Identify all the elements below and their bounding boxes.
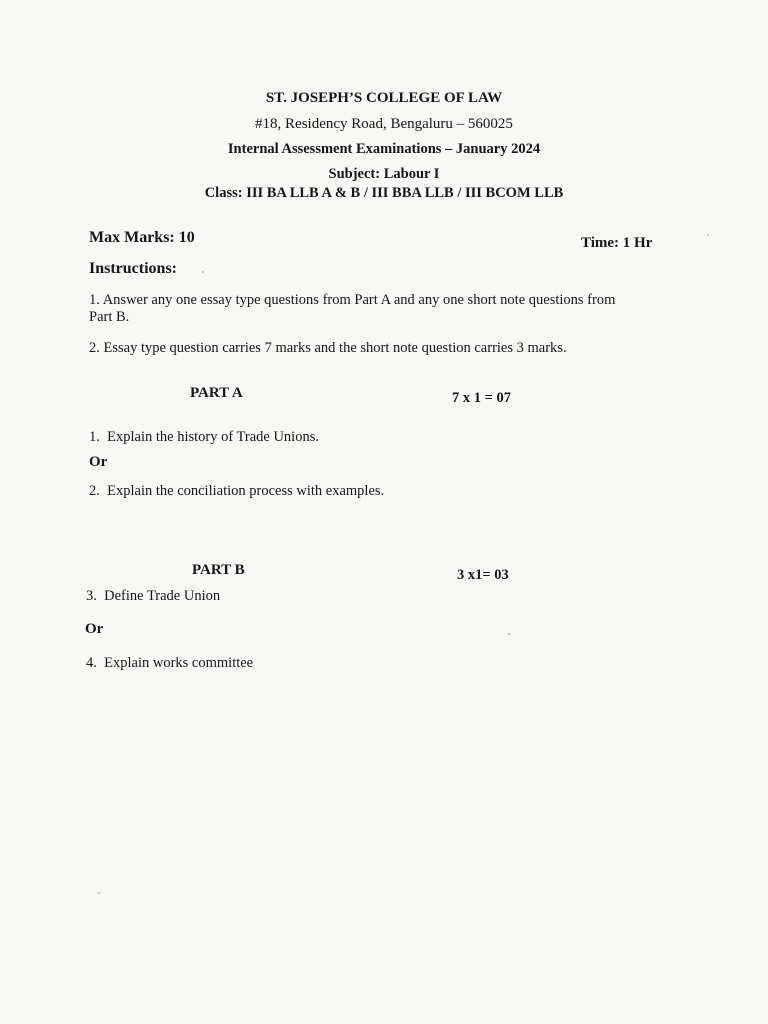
instruction-1 [89, 292, 615, 309]
question-text: Explain the conciliation process with examples. [107, 483, 385, 499]
instruction-text: Essay type question carries 7 marks and the short note question carries 3 marks. [103, 340, 567, 356]
question-2 [89, 483, 384, 500]
question-text: Explain the history of Trade Unions. [107, 429, 319, 445]
question-text: Explain works committee [104, 655, 254, 671]
exam-title: Internal Assessment Examinations – January 2024 [227, 141, 541, 157]
instruction-1-continued: Part B. [89, 309, 130, 325]
instruction-2 [89, 340, 567, 357]
instruction-number: 1. [89, 292, 100, 308]
part-a-marks: 7 x 1 = 07 [452, 390, 512, 406]
scan-speck [202, 271, 204, 273]
question-number: 3. [86, 588, 97, 604]
question-number: 4. [86, 655, 97, 671]
question-number: 2. [89, 483, 100, 499]
scan-speck [707, 234, 709, 236]
part-b-marks: 3 x1= 03 [457, 567, 509, 583]
time-allowed: Time: 1 Hr [581, 235, 653, 251]
scan-speck [98, 892, 100, 894]
or-separator-a: Or [89, 454, 108, 470]
question-4 [86, 655, 253, 672]
subject-line: Subject: Labour I [328, 166, 440, 182]
college-name: ST. JOSEPH’S COLLEGE OF LAW [265, 90, 503, 106]
part-a-title: PART A [190, 385, 243, 401]
max-marks: Max Marks: 10 [89, 229, 195, 246]
class-line: Class: III BA LLB A & B / III BBA LLB / III BCOM LLB [204, 185, 564, 201]
question-number: 1. [89, 429, 100, 445]
part-b-title: PART B [192, 562, 245, 578]
or-separator-b: Or [85, 621, 104, 637]
question-text: Define Trade Union [104, 588, 221, 604]
college-address: #18, Residency Road, Bengaluru – 560025 [255, 116, 513, 132]
instruction-text: Answer any one essay type questions from Part A and any one short note questions from [102, 292, 616, 308]
question-3 [86, 588, 220, 605]
instructions-heading: Instructions: [89, 260, 178, 277]
question-1 [89, 429, 319, 446]
instruction-number: 2. [89, 340, 100, 356]
scan-speck [508, 633, 510, 635]
